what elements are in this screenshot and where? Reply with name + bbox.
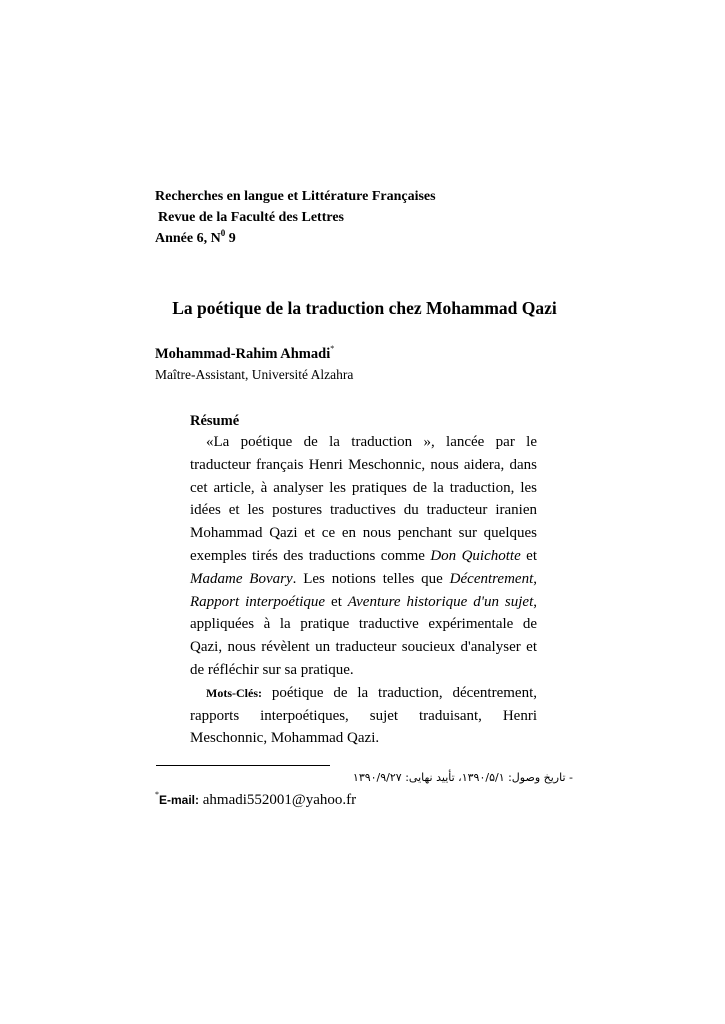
abstract-heading: Résumé — [190, 413, 240, 429]
abstract-section — [190, 411, 537, 750]
footnote-divider — [156, 765, 330, 766]
journal-series: Recherches en langue et Littérature Françaises — [155, 189, 436, 204]
email-address: ahmadi552001@yahoo.fr — [199, 792, 357, 808]
abstract-italic-title: Madame Bovary — [190, 570, 293, 587]
abstract-text: «La poétique de la traduction », lancée par le traducteur français Henri Meschonnic, nous aidera, dans cet article, à analyser les pratiques de la traduction, les idées et les postures traductives du traducteur iranien Mohammad Qazi et ce en nous penchant sur quelques exemples tirés des traductions comme — [190, 434, 537, 564]
abstract-italic-title: Don Quichotte — [430, 547, 521, 564]
journal-issue-prefix: Année 6, N — [155, 231, 221, 246]
abstract-text: et — [520, 547, 537, 564]
author-affiliation: Maître-Assistant, Université Alzahra — [155, 367, 354, 382]
journal-header — [155, 186, 436, 249]
abstract-body — [190, 431, 537, 682]
author-footnote-marker: * — [330, 344, 335, 353]
author-email-footnote — [155, 792, 356, 809]
abstract-text: et — [325, 593, 348, 610]
abstract-text: , appliquées à la pratique traductive expérimentale de Qazi, nous révèlent un traducteur soucieux d'analyser et de réfléchir sur sa pratique. — [190, 593, 537, 678]
journal-issue-number: 9 — [225, 231, 236, 246]
abstract-text: . Les notions telles que — [292, 570, 450, 587]
email-footnote-marker: * — [155, 790, 159, 799]
abstract-italic-term: Aventure historique d'un sujet — [347, 593, 534, 610]
journal-issue-sup: 0 — [220, 228, 226, 238]
keywords-label: Mots-Clés: — [206, 685, 262, 700]
author-name-text: Mohammad-Rahim Ahmadi — [155, 346, 331, 362]
submission-dates: - تاریخ وصول: ۱۳۹۰/۵/۱، تأیید نهایی: ۱۳۹۰/۹/۲۷ — [352, 771, 573, 784]
abstract-italic-term: Décentrement — [449, 570, 534, 587]
keywords-text: poétique de la traduction, décentrement, rapports interpoétiques, sujet traduisant, Henri Meschonnic, Mohammad Qazi. — [190, 684, 537, 747]
journal-issue — [155, 228, 436, 249]
journal-faculty: Revue de la Faculté des Lettres — [158, 210, 344, 225]
abstract-text: , — [533, 570, 537, 587]
article-title: La poétique de la traduction chez Mohammad Qazi — [172, 298, 557, 318]
keywords — [190, 682, 537, 750]
email-label: E-mail: — [159, 793, 200, 807]
author-name — [155, 346, 334, 363]
abstract-italic-term: Rapport interpoétique — [190, 593, 326, 610]
